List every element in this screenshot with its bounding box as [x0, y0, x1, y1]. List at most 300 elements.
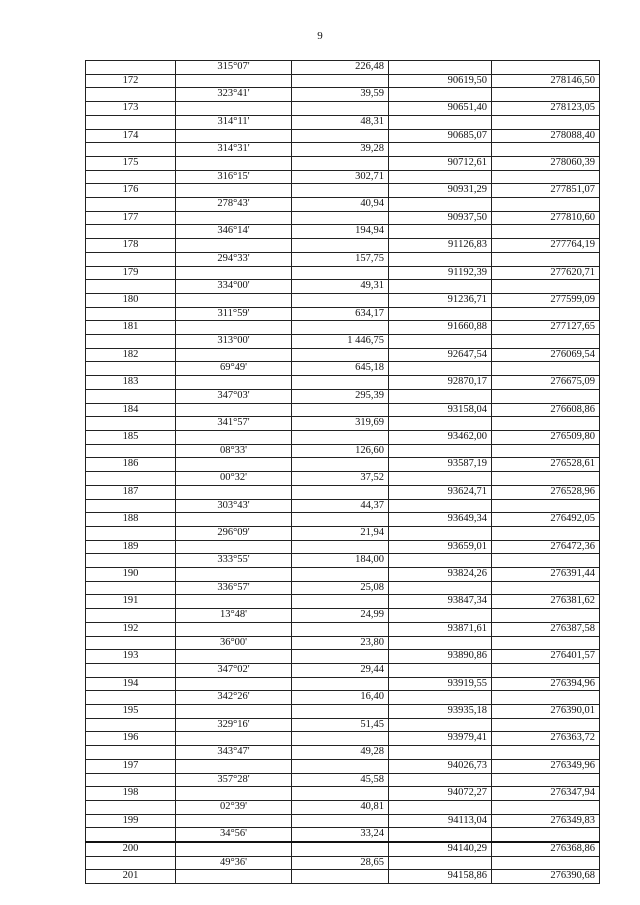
- point-row: [86, 814, 600, 828]
- segment-row: [86, 746, 600, 760]
- y-coordinate-cell: 276069,54: [492, 348, 600, 362]
- empty-cell: [492, 499, 600, 513]
- x-coordinate-cell: 93659,01: [389, 540, 492, 554]
- direction-angle-cell: 13°48': [176, 609, 292, 623]
- distance-cell: 21,94: [292, 526, 389, 540]
- empty-cell: [176, 403, 292, 417]
- direction-angle-cell: 00°32': [176, 472, 292, 486]
- empty-cell: [176, 870, 292, 884]
- empty-cell: [492, 198, 600, 212]
- empty-cell: [292, 595, 389, 609]
- empty-cell: [492, 746, 600, 760]
- x-coordinate-cell: 91192,39: [389, 266, 492, 280]
- empty-cell: [176, 293, 292, 307]
- empty-cell: [176, 102, 292, 116]
- point-number-cell: 180: [86, 293, 176, 307]
- empty-cell: [86, 499, 176, 513]
- empty-cell: [86, 746, 176, 760]
- empty-cell: [292, 759, 389, 773]
- empty-cell: [86, 554, 176, 568]
- empty-cell: [86, 198, 176, 212]
- distance-cell: 48,31: [292, 115, 389, 129]
- empty-cell: [389, 252, 492, 266]
- segment-row: [86, 663, 600, 677]
- empty-cell: [292, 870, 389, 884]
- empty-cell: [492, 554, 600, 568]
- empty-cell: [176, 732, 292, 746]
- empty-cell: [176, 211, 292, 225]
- point-row: [86, 595, 600, 609]
- empty-cell: [389, 691, 492, 705]
- empty-cell: [176, 348, 292, 362]
- empty-cell: [492, 718, 600, 732]
- empty-cell: [176, 485, 292, 499]
- x-coordinate-cell: 91126,83: [389, 239, 492, 253]
- distance-cell: 49,28: [292, 746, 389, 760]
- point-row: [86, 458, 600, 472]
- point-row: [86, 513, 600, 527]
- empty-cell: [176, 622, 292, 636]
- x-coordinate-cell: 91660,88: [389, 321, 492, 335]
- empty-cell: [492, 773, 600, 787]
- empty-cell: [389, 335, 492, 349]
- empty-cell: [389, 170, 492, 184]
- empty-cell: [492, 609, 600, 623]
- segment-row: [86, 61, 600, 75]
- x-coordinate-cell: 90685,07: [389, 129, 492, 143]
- x-coordinate-cell: 90651,40: [389, 102, 492, 116]
- distance-cell: 184,00: [292, 554, 389, 568]
- y-coordinate-cell: 276390,68: [492, 870, 600, 884]
- x-coordinate-cell: 93587,19: [389, 458, 492, 472]
- distance-cell: 44,37: [292, 499, 389, 513]
- y-coordinate-cell: 276391,44: [492, 568, 600, 582]
- distance-cell: 319,69: [292, 417, 389, 431]
- empty-cell: [86, 828, 176, 842]
- coordinates-table: [85, 60, 600, 884]
- segment-row: [86, 362, 600, 376]
- y-coordinate-cell: 277599,09: [492, 293, 600, 307]
- point-row: [86, 650, 600, 664]
- empty-cell: [176, 814, 292, 828]
- empty-cell: [389, 746, 492, 760]
- empty-cell: [492, 335, 600, 349]
- distance-cell: 24,99: [292, 609, 389, 623]
- segment-row: [86, 856, 600, 870]
- empty-cell: [176, 74, 292, 88]
- empty-cell: [176, 842, 292, 856]
- segment-row: [86, 198, 600, 212]
- direction-angle-cell: 342°26': [176, 691, 292, 705]
- empty-cell: [492, 472, 600, 486]
- point-row: [86, 568, 600, 582]
- direction-angle-cell: 336°57': [176, 581, 292, 595]
- point-number-cell: 192: [86, 622, 176, 636]
- y-coordinate-cell: 276675,09: [492, 376, 600, 390]
- empty-cell: [389, 609, 492, 623]
- page-number: 9: [317, 30, 323, 42]
- empty-cell: [492, 225, 600, 239]
- empty-cell: [86, 718, 176, 732]
- empty-cell: [492, 417, 600, 431]
- direction-angle-cell: 341°57': [176, 417, 292, 431]
- empty-cell: [389, 143, 492, 157]
- segment-row: [86, 170, 600, 184]
- direction-angle-cell: 314°11': [176, 115, 292, 129]
- segment-row: [86, 444, 600, 458]
- y-coordinate-cell: 276387,58: [492, 622, 600, 636]
- empty-cell: [389, 581, 492, 595]
- segment-row: [86, 88, 600, 102]
- direction-angle-cell: 02°39': [176, 800, 292, 814]
- empty-cell: [492, 252, 600, 266]
- x-coordinate-cell: 94158,86: [389, 870, 492, 884]
- empty-cell: [389, 61, 492, 75]
- segment-row: [86, 691, 600, 705]
- empty-cell: [86, 225, 176, 239]
- x-coordinate-cell: 90931,29: [389, 184, 492, 198]
- distance-cell: 16,40: [292, 691, 389, 705]
- distance-cell: 51,45: [292, 718, 389, 732]
- direction-angle-cell: 296°09': [176, 526, 292, 540]
- direction-angle-cell: 357°28': [176, 773, 292, 787]
- point-row: [86, 430, 600, 444]
- empty-cell: [292, 102, 389, 116]
- direction-angle-cell: 315°07': [176, 61, 292, 75]
- distance-cell: 634,17: [292, 307, 389, 321]
- empty-cell: [389, 526, 492, 540]
- point-number-cell: 193: [86, 650, 176, 664]
- y-coordinate-cell: 276390,01: [492, 705, 600, 719]
- x-coordinate-cell: 90937,50: [389, 211, 492, 225]
- y-coordinate-cell: 276381,62: [492, 595, 600, 609]
- empty-cell: [86, 335, 176, 349]
- point-row: [86, 540, 600, 554]
- coordinates-table-body: [86, 61, 600, 884]
- segment-row: [86, 609, 600, 623]
- point-number-cell: 183: [86, 376, 176, 390]
- x-coordinate-cell: 91236,71: [389, 293, 492, 307]
- distance-cell: 49,31: [292, 280, 389, 294]
- x-coordinate-cell: 90712,61: [389, 156, 492, 170]
- empty-cell: [292, 540, 389, 554]
- x-coordinate-cell: 94072,27: [389, 787, 492, 801]
- point-number-cell: 189: [86, 540, 176, 554]
- distance-cell: 39,59: [292, 88, 389, 102]
- empty-cell: [389, 417, 492, 431]
- y-coordinate-cell: 276363,72: [492, 732, 600, 746]
- empty-cell: [292, 568, 389, 582]
- y-coordinate-cell: 278088,40: [492, 129, 600, 143]
- empty-cell: [176, 568, 292, 582]
- point-row: [86, 74, 600, 88]
- empty-cell: [86, 252, 176, 266]
- empty-cell: [389, 280, 492, 294]
- point-number-cell: 195: [86, 705, 176, 719]
- y-coordinate-cell: 277810,60: [492, 211, 600, 225]
- empty-cell: [86, 307, 176, 321]
- empty-cell: [492, 581, 600, 595]
- empty-cell: [292, 239, 389, 253]
- point-row: [86, 759, 600, 773]
- point-number-cell: 198: [86, 787, 176, 801]
- point-row: [86, 321, 600, 335]
- point-number-cell: 178: [86, 239, 176, 253]
- empty-cell: [86, 609, 176, 623]
- distance-cell: 39,28: [292, 143, 389, 157]
- point-row: [86, 870, 600, 884]
- point-number-cell: 186: [86, 458, 176, 472]
- empty-cell: [292, 622, 389, 636]
- empty-cell: [389, 198, 492, 212]
- direction-angle-cell: 316°15': [176, 170, 292, 184]
- point-number-cell: 190: [86, 568, 176, 582]
- direction-angle-cell: 323°41': [176, 88, 292, 102]
- point-number-cell: 182: [86, 348, 176, 362]
- distance-cell: 126,60: [292, 444, 389, 458]
- distance-cell: 645,18: [292, 362, 389, 376]
- y-coordinate-cell: 276509,80: [492, 430, 600, 444]
- empty-cell: [86, 800, 176, 814]
- y-coordinate-cell: 278060,39: [492, 156, 600, 170]
- empty-cell: [389, 499, 492, 513]
- empty-cell: [176, 650, 292, 664]
- x-coordinate-cell: 93847,34: [389, 595, 492, 609]
- empty-cell: [86, 115, 176, 129]
- y-coordinate-cell: 278146,50: [492, 74, 600, 88]
- point-number-cell: 185: [86, 430, 176, 444]
- empty-cell: [86, 362, 176, 376]
- direction-angle-cell: 278°43': [176, 198, 292, 212]
- empty-cell: [292, 732, 389, 746]
- empty-cell: [492, 143, 600, 157]
- empty-cell: [176, 513, 292, 527]
- empty-cell: [86, 581, 176, 595]
- direction-angle-cell: 334°00': [176, 280, 292, 294]
- y-coordinate-cell: 276394,96: [492, 677, 600, 691]
- segment-row: [86, 636, 600, 650]
- empty-cell: [292, 211, 389, 225]
- empty-cell: [176, 759, 292, 773]
- empty-cell: [492, 280, 600, 294]
- empty-cell: [492, 88, 600, 102]
- point-row: [86, 129, 600, 143]
- x-coordinate-cell: 93979,41: [389, 732, 492, 746]
- point-row: [86, 705, 600, 719]
- distance-cell: 302,71: [292, 170, 389, 184]
- direction-angle-cell: 294°33': [176, 252, 292, 266]
- direction-angle-cell: 329°16': [176, 718, 292, 732]
- point-number-cell: 187: [86, 485, 176, 499]
- segment-row: [86, 526, 600, 540]
- empty-cell: [492, 307, 600, 321]
- empty-cell: [176, 705, 292, 719]
- point-row: [86, 376, 600, 390]
- empty-cell: [86, 856, 176, 870]
- x-coordinate-cell: 93824,26: [389, 568, 492, 582]
- segment-row: [86, 581, 600, 595]
- empty-cell: [492, 389, 600, 403]
- distance-cell: 157,75: [292, 252, 389, 266]
- point-number-cell: 199: [86, 814, 176, 828]
- empty-cell: [86, 663, 176, 677]
- empty-cell: [176, 376, 292, 390]
- x-coordinate-cell: 94140,29: [389, 842, 492, 856]
- point-number-cell: 175: [86, 156, 176, 170]
- empty-cell: [389, 718, 492, 732]
- empty-cell: [292, 348, 389, 362]
- distance-cell: 40,94: [292, 198, 389, 212]
- empty-cell: [176, 129, 292, 143]
- empty-cell: [292, 129, 389, 143]
- empty-cell: [389, 362, 492, 376]
- y-coordinate-cell: 277764,19: [492, 239, 600, 253]
- x-coordinate-cell: 92647,54: [389, 348, 492, 362]
- empty-cell: [292, 513, 389, 527]
- segment-row: [86, 828, 600, 842]
- y-coordinate-cell: 276349,96: [492, 759, 600, 773]
- empty-cell: [389, 444, 492, 458]
- distance-cell: 25,08: [292, 581, 389, 595]
- point-number-cell: 197: [86, 759, 176, 773]
- point-row: [86, 485, 600, 499]
- empty-cell: [492, 115, 600, 129]
- empty-cell: [176, 458, 292, 472]
- empty-cell: [492, 691, 600, 705]
- empty-cell: [389, 828, 492, 842]
- segment-row: [86, 554, 600, 568]
- empty-cell: [292, 321, 389, 335]
- empty-cell: [176, 239, 292, 253]
- point-number-cell: 172: [86, 74, 176, 88]
- empty-cell: [86, 389, 176, 403]
- point-number-cell: 200: [86, 842, 176, 856]
- empty-cell: [389, 636, 492, 650]
- point-number-cell: 176: [86, 184, 176, 198]
- point-number-cell: 191: [86, 595, 176, 609]
- segment-row: [86, 472, 600, 486]
- empty-cell: [492, 800, 600, 814]
- empty-cell: [492, 663, 600, 677]
- segment-row: [86, 389, 600, 403]
- segment-row: [86, 280, 600, 294]
- point-row: [86, 787, 600, 801]
- y-coordinate-cell: 277851,07: [492, 184, 600, 198]
- empty-cell: [389, 554, 492, 568]
- x-coordinate-cell: 90619,50: [389, 74, 492, 88]
- empty-cell: [292, 430, 389, 444]
- empty-cell: [176, 184, 292, 198]
- y-coordinate-cell: 276492,05: [492, 513, 600, 527]
- segment-row: [86, 143, 600, 157]
- empty-cell: [389, 88, 492, 102]
- empty-cell: [389, 225, 492, 239]
- x-coordinate-cell: 93935,18: [389, 705, 492, 719]
- x-coordinate-cell: 94026,73: [389, 759, 492, 773]
- point-row: [86, 266, 600, 280]
- distance-cell: 45,58: [292, 773, 389, 787]
- point-number-cell: 181: [86, 321, 176, 335]
- empty-cell: [292, 677, 389, 691]
- point-number-cell: 177: [86, 211, 176, 225]
- y-coordinate-cell: 276472,36: [492, 540, 600, 554]
- point-row: [86, 102, 600, 116]
- y-coordinate-cell: 276608,86: [492, 403, 600, 417]
- empty-cell: [389, 856, 492, 870]
- point-number-cell: 184: [86, 403, 176, 417]
- x-coordinate-cell: 94113,04: [389, 814, 492, 828]
- empty-cell: [86, 170, 176, 184]
- empty-cell: [292, 650, 389, 664]
- empty-cell: [176, 266, 292, 280]
- x-coordinate-cell: 93890,86: [389, 650, 492, 664]
- direction-angle-cell: 303°43': [176, 499, 292, 513]
- distance-cell: 295,39: [292, 389, 389, 403]
- segment-row: [86, 718, 600, 732]
- empty-cell: [292, 376, 389, 390]
- y-coordinate-cell: 276528,61: [492, 458, 600, 472]
- empty-cell: [292, 74, 389, 88]
- empty-cell: [389, 115, 492, 129]
- direction-angle-cell: 08°33': [176, 444, 292, 458]
- empty-cell: [292, 705, 389, 719]
- direction-angle-cell: 34°56': [176, 828, 292, 842]
- point-row: [86, 403, 600, 417]
- distance-cell: 40,81: [292, 800, 389, 814]
- point-number-cell: 196: [86, 732, 176, 746]
- point-row: [86, 239, 600, 253]
- empty-cell: [86, 526, 176, 540]
- distance-cell: 226,48: [292, 61, 389, 75]
- direction-angle-cell: 311°59': [176, 307, 292, 321]
- point-number-cell: 201: [86, 870, 176, 884]
- segment-row: [86, 800, 600, 814]
- direction-angle-cell: 36°00': [176, 636, 292, 650]
- distance-cell: 29,44: [292, 663, 389, 677]
- empty-cell: [492, 61, 600, 75]
- empty-cell: [389, 663, 492, 677]
- point-number-cell: 174: [86, 129, 176, 143]
- empty-cell: [492, 362, 600, 376]
- empty-cell: [292, 156, 389, 170]
- x-coordinate-cell: 93919,55: [389, 677, 492, 691]
- direction-angle-cell: 314°31': [176, 143, 292, 157]
- segment-row: [86, 225, 600, 239]
- y-coordinate-cell: 277127,65: [492, 321, 600, 335]
- empty-cell: [389, 800, 492, 814]
- point-number-cell: 179: [86, 266, 176, 280]
- direction-angle-cell: 346°14': [176, 225, 292, 239]
- x-coordinate-cell: 93462,00: [389, 430, 492, 444]
- empty-cell: [492, 636, 600, 650]
- direction-angle-cell: 343°47': [176, 746, 292, 760]
- direction-angle-cell: 347°03': [176, 389, 292, 403]
- empty-cell: [86, 61, 176, 75]
- direction-angle-cell: 69°49': [176, 362, 292, 376]
- x-coordinate-cell: 93158,04: [389, 403, 492, 417]
- empty-cell: [86, 773, 176, 787]
- segment-row: [86, 252, 600, 266]
- y-coordinate-cell: 276401,57: [492, 650, 600, 664]
- empty-cell: [176, 321, 292, 335]
- distance-cell: 194,94: [292, 225, 389, 239]
- point-row: [86, 622, 600, 636]
- segment-row: [86, 115, 600, 129]
- distance-cell: 1 446,75: [292, 335, 389, 349]
- point-row: [86, 184, 600, 198]
- empty-cell: [492, 526, 600, 540]
- x-coordinate-cell: 93624,71: [389, 485, 492, 499]
